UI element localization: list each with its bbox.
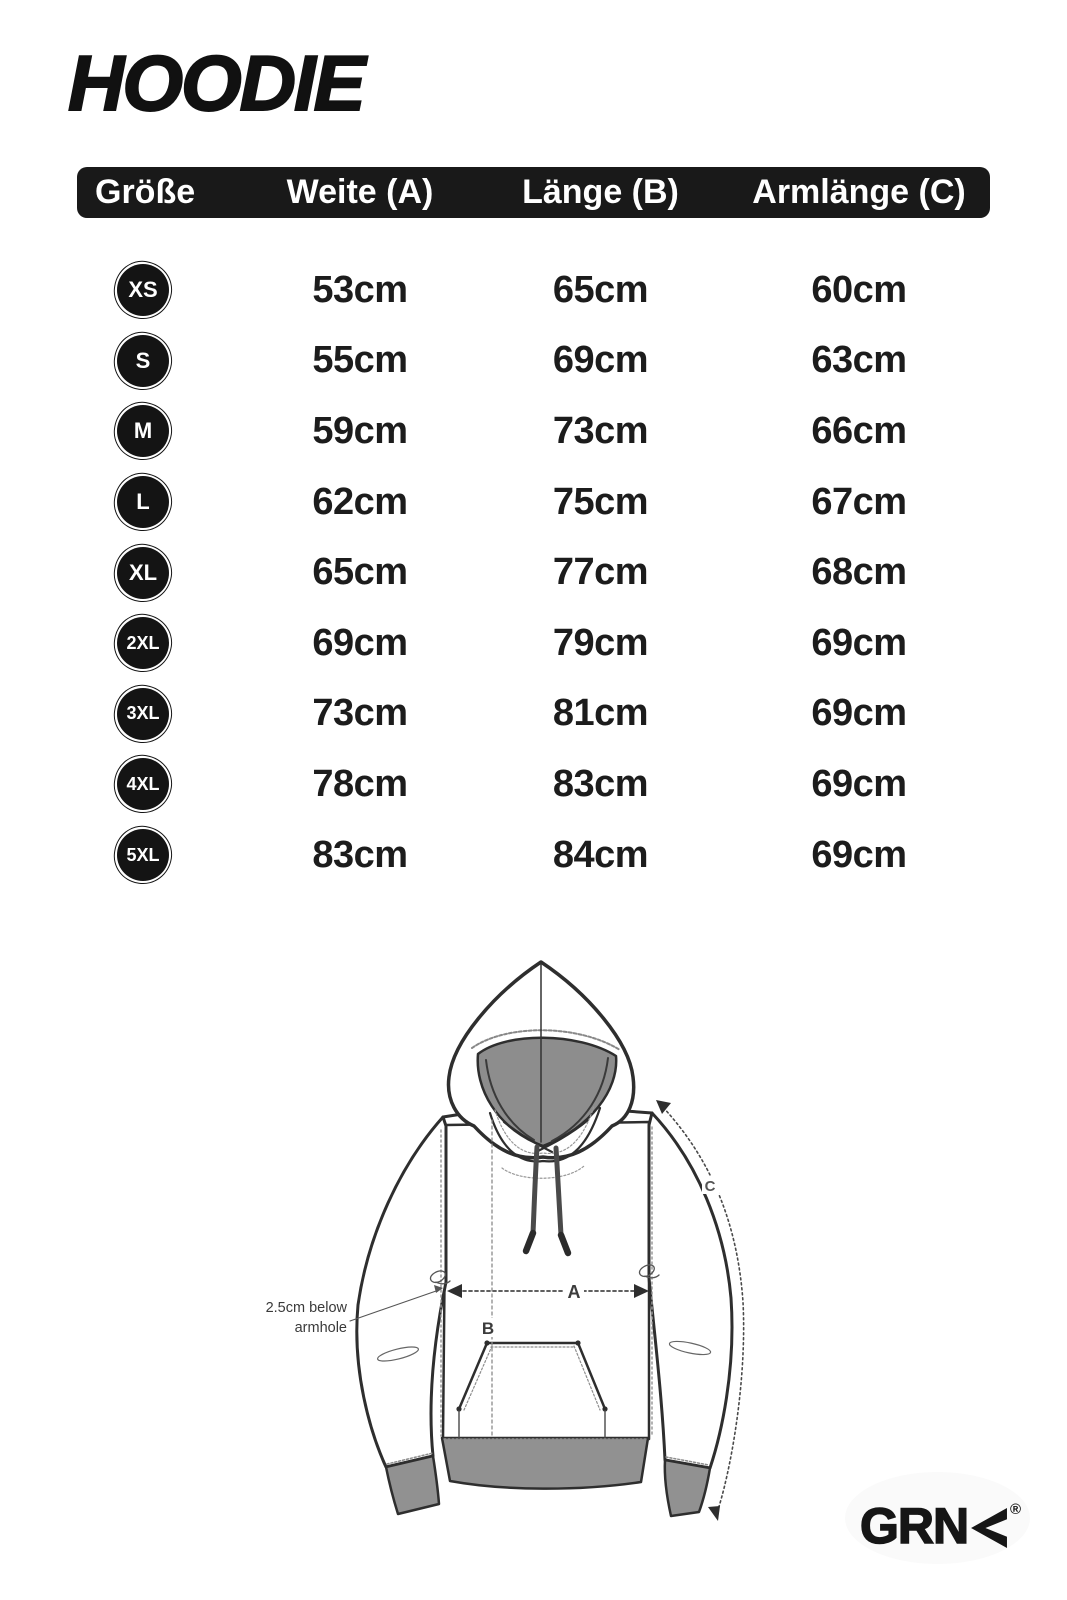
size-badge: S (117, 335, 169, 387)
laenge-b-value: 77cm (552, 551, 649, 594)
label-b: B (481, 1319, 495, 1338)
table-row (77, 326, 990, 397)
size-badge-cell (77, 476, 247, 528)
header-laenge-b: Länge (B) (522, 173, 679, 211)
logo-text: GRN (860, 1498, 969, 1554)
armlaenge-c-value: 69cm (811, 621, 907, 664)
size-badge-cell (77, 688, 247, 740)
weite-a-value: 55cm (312, 339, 408, 382)
table-row (77, 749, 990, 820)
weite-a-value: 69cm (312, 621, 408, 664)
armlaenge-c-value: 63cm (811, 339, 907, 382)
header-armlaenge-c: Armlänge (C) (752, 173, 966, 211)
label-c: C (704, 1178, 716, 1195)
armlaenge-c-value: 69cm (811, 833, 907, 876)
table-row (77, 679, 990, 750)
size-badge-cell (77, 617, 247, 669)
table-row (77, 608, 990, 679)
size-badge-cell (77, 264, 247, 316)
table-row (77, 396, 990, 467)
laenge-b-value: 84cm (552, 833, 649, 876)
hoodie-diagram (250, 930, 810, 1530)
size-badge-cell (77, 829, 247, 881)
label-a: A (567, 1282, 581, 1302)
size-badge-cell (77, 335, 247, 387)
armlaenge-c-value: 67cm (811, 480, 907, 523)
left-cuff (386, 1456, 439, 1514)
right-sleeve (649, 1113, 732, 1468)
armlaenge-c-value: 60cm (811, 268, 907, 311)
annotation-line1: 2.5cm below (265, 1300, 347, 1316)
weite-a-value: 62cm (312, 480, 408, 523)
weite-a-value: 78cm (312, 762, 408, 805)
waistband (442, 1438, 648, 1489)
table-row (77, 820, 990, 891)
annotation-line2: armhole (294, 1320, 347, 1336)
registered-trademark: ® (1010, 1501, 1022, 1518)
weite-a-value: 53cm (312, 268, 408, 311)
brand-logo (860, 1498, 1050, 1554)
laenge-b-value: 83cm (552, 762, 649, 805)
header-weite-a: Weite (A) (286, 173, 434, 211)
weite-a-value: 73cm (312, 692, 408, 735)
table-row (77, 537, 990, 608)
laenge-b-value: 81cm (552, 692, 649, 735)
laenge-b-value: 79cm (552, 621, 649, 664)
laenge-b-value: 73cm (552, 409, 649, 452)
size-table-body (77, 255, 990, 890)
size-badge: XL (117, 547, 169, 599)
weite-a-value: 59cm (312, 409, 408, 452)
table-row (77, 255, 990, 326)
size-badge-cell (77, 405, 247, 457)
size-badge-cell (77, 547, 247, 599)
laenge-b-value: 75cm (552, 480, 649, 523)
hoodie-body (443, 1122, 649, 1439)
right-cuff (665, 1460, 710, 1516)
size-badge: M (117, 405, 169, 457)
laenge-b-value: 65cm (552, 268, 649, 311)
weite-a-value: 65cm (312, 551, 408, 594)
table-row (77, 467, 990, 538)
size-badge: 2XL (117, 617, 169, 669)
table-header (77, 167, 990, 218)
size-badge: L (117, 476, 169, 528)
armlaenge-c-value: 68cm (811, 551, 907, 594)
size-badge: 4XL (117, 758, 169, 810)
armlaenge-c-value: 69cm (811, 692, 907, 735)
armlaenge-c-value: 69cm (811, 762, 907, 805)
size-badge-cell (77, 758, 247, 810)
laenge-b-value: 69cm (552, 339, 649, 382)
size-badge: 3XL (117, 688, 169, 740)
header-groesse: Größe (95, 173, 196, 211)
armlaenge-c-value: 66cm (811, 409, 907, 452)
page-title: HOODIE (68, 39, 364, 127)
size-badge: XS (117, 264, 169, 316)
logo-k-icon (969, 1508, 1007, 1548)
weite-a-value: 83cm (312, 833, 408, 876)
size-badge: 5XL (117, 829, 169, 881)
